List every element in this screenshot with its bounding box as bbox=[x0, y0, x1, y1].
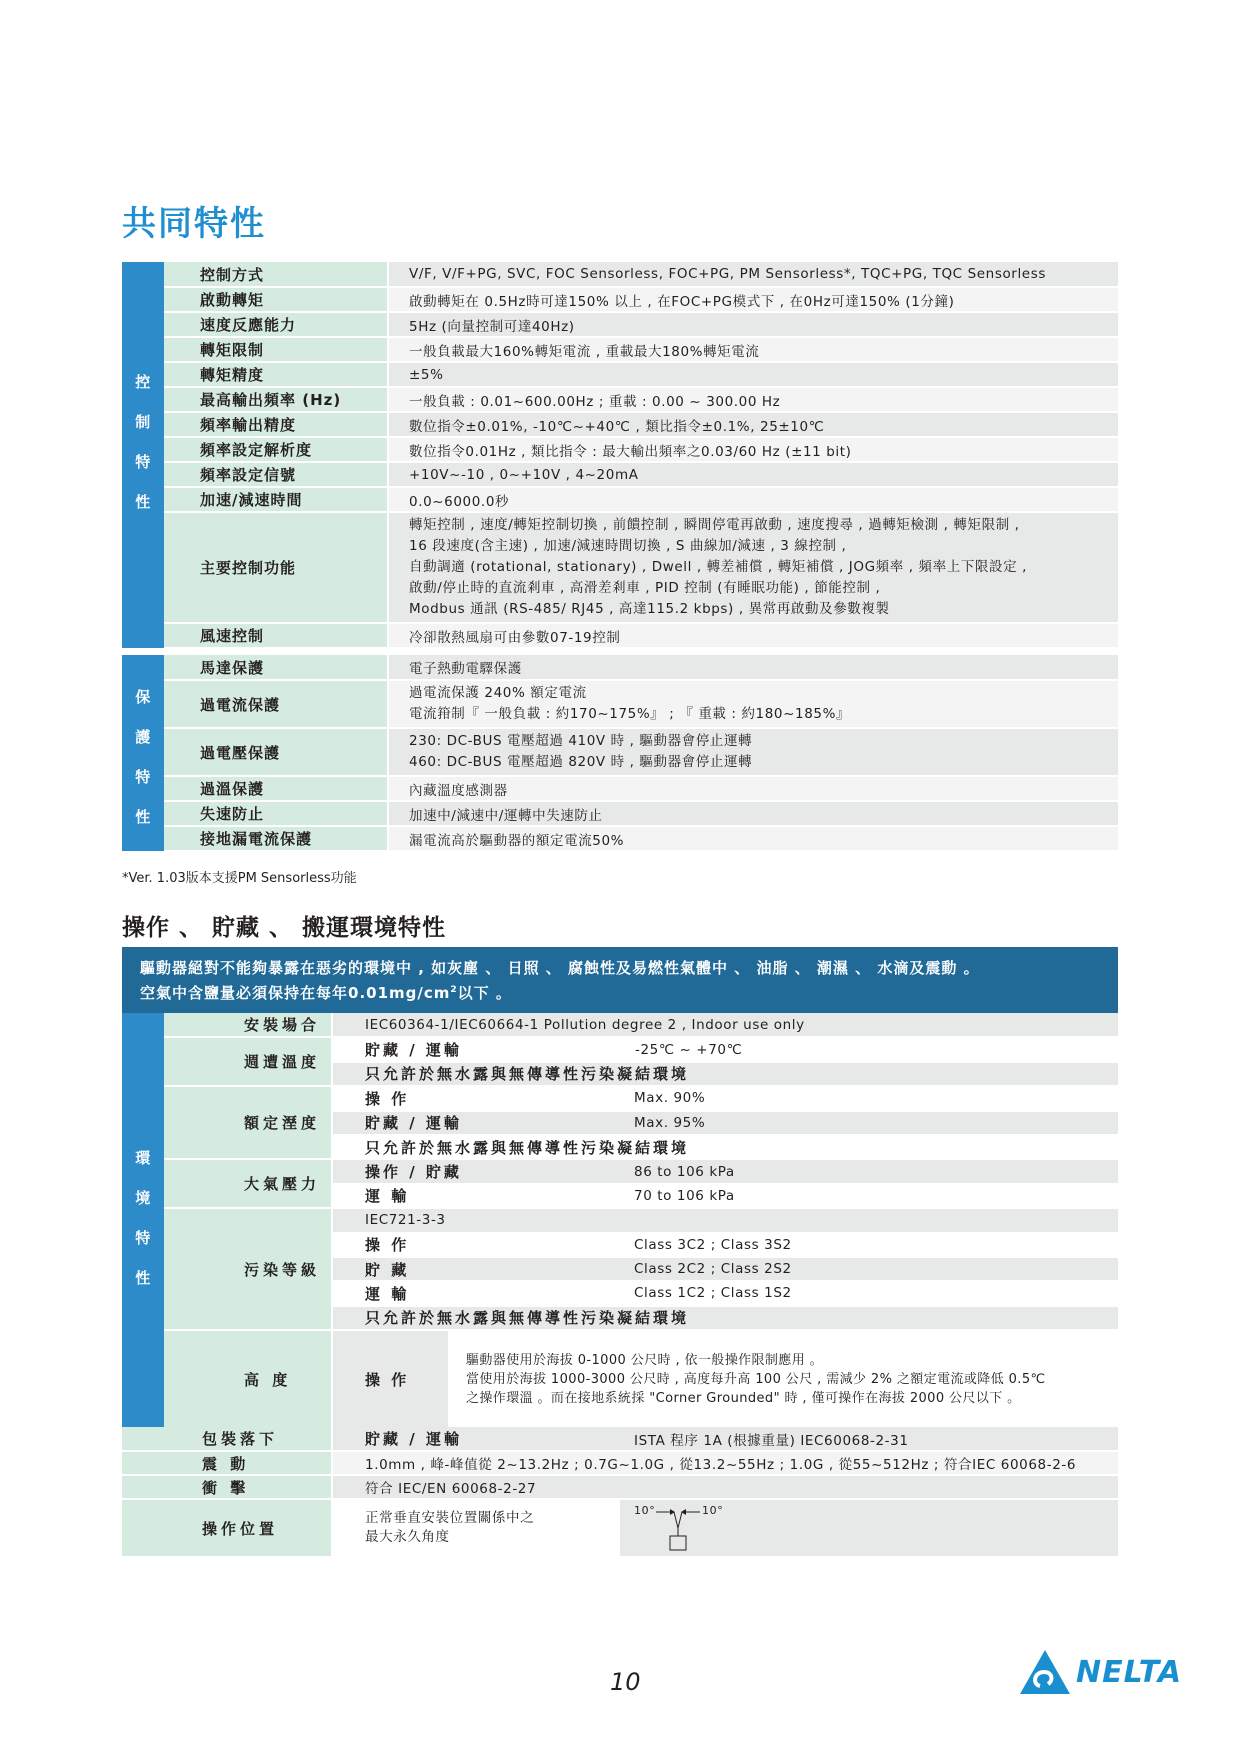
sub-label: 操 作 bbox=[332, 1086, 620, 1110]
condition-note: 只允許於無水露與無傳導性污染凝結環境 bbox=[332, 1306, 1118, 1330]
row-label: 轉矩限制 bbox=[164, 337, 388, 362]
sub-label: 運 輸 bbox=[332, 1184, 620, 1208]
row-value: 0.0~6000.0秒 bbox=[388, 487, 1118, 512]
table-row bbox=[122, 312, 1118, 337]
row-value bbox=[388, 728, 1118, 776]
sub-value: 86 to 106 kPa bbox=[620, 1159, 1118, 1183]
row-value: 加速中/減速中/運轉中失速防止 bbox=[388, 801, 1118, 826]
row-value: 啟動轉矩在 0.5Hz時可達150% 以上 , 在FOC+PG模式下 , 在0Hz可達150% (1分鐘) bbox=[388, 287, 1118, 312]
category-char: 性 bbox=[135, 493, 151, 511]
sub-value: Max. 90% bbox=[620, 1086, 1118, 1110]
table-row bbox=[122, 776, 1118, 801]
mount-angle-icon bbox=[634, 1502, 744, 1554]
sub-label: 運 輸 bbox=[332, 1281, 620, 1305]
section-title-environment: 操作 、 貯藏 、 搬運環境特性 bbox=[122, 915, 447, 941]
row-value: ±5% bbox=[388, 362, 1118, 387]
table-row bbox=[122, 362, 1118, 387]
table-row bbox=[122, 262, 1118, 287]
table-row bbox=[122, 412, 1118, 437]
angle-right-label: 10° bbox=[702, 1504, 724, 1517]
table-row bbox=[122, 337, 1118, 362]
row-value: 漏電流高於驅動器的額定電流50% bbox=[388, 826, 1118, 851]
row-value: 內藏溫度感測器 bbox=[388, 776, 1118, 801]
row-label: 高 度 bbox=[164, 1330, 332, 1429]
table-row bbox=[122, 826, 1118, 851]
row-label: 馬達保護 bbox=[164, 655, 388, 680]
environment-warning-banner bbox=[122, 947, 1118, 1013]
category-char: 特 bbox=[135, 768, 151, 786]
banner-superscript: 2 bbox=[450, 985, 458, 995]
condition-note: 只允許於無水露與無傳導性污染凝結環境 bbox=[332, 1135, 1118, 1159]
sub-value: Class 1C2 ; Class 1S2 bbox=[620, 1281, 1118, 1305]
row-label: 安裝場合 bbox=[164, 1013, 332, 1037]
sub-value: ISTA 程序 1A (根據重量) IEC60068-2-31 bbox=[620, 1427, 1118, 1451]
row-value: 符合 IEC/EN 60068-2-27 bbox=[332, 1475, 1118, 1499]
sub-value: 70 to 106 kPa bbox=[620, 1184, 1118, 1208]
table-row bbox=[122, 1037, 1118, 1061]
row-value: 電子熱動電驛保護 bbox=[388, 655, 1118, 680]
table-row bbox=[122, 512, 1118, 623]
sub-value: Class 3C2 ; Class 3S2 bbox=[620, 1233, 1118, 1257]
row-label: 風速控制 bbox=[164, 623, 388, 648]
row-label: 啟動轉矩 bbox=[164, 287, 388, 312]
row-value: 一般負載 : 0.01~600.00Hz ; 重載 : 0.00 ~ 300.00 Hz bbox=[388, 387, 1118, 412]
table-row bbox=[122, 1475, 1118, 1499]
row-value: IEC60364-1/IEC60664-1 Pollution degree 2 , Indoor use only bbox=[332, 1013, 1118, 1037]
table-row bbox=[122, 680, 1118, 728]
position-line: 最大永久角度 bbox=[365, 1529, 450, 1545]
row-label: 大氣壓力 bbox=[164, 1159, 332, 1208]
row-value: +10V~-10 , 0~+10V , 4~20mA bbox=[388, 462, 1118, 487]
function-line: 啟動/停止時的直流剎車 , 高滑差剎車 , PID 控制 (有睡眠功能) , 節能控制 , bbox=[409, 580, 881, 596]
common-spec-table bbox=[122, 262, 1118, 649]
table-row bbox=[122, 801, 1118, 826]
function-line: Modbus 通訊 (RS-485/ RJ45 , 高達115.2 kbps) , 異常再啟動及參數複製 bbox=[409, 601, 890, 617]
position-line: 正常垂直安裝位置關係中之 bbox=[365, 1510, 535, 1526]
category-char: 境 bbox=[135, 1189, 151, 1207]
category-char: 性 bbox=[135, 1269, 151, 1287]
row-label: 過電流保護 bbox=[164, 680, 388, 728]
banner-line: 驅動器絕對不能夠暴露在惡劣的環境中 , 如灰塵 、 日照 、 腐蝕性及易燃性氣體中 、 油脂 、 潮濕 、 水滴及震動 。 bbox=[140, 959, 980, 977]
function-line: 16 段速度(含主速) , 加速/減速時間切換 , S 曲線加/減速 , 3 線控制 , bbox=[409, 538, 847, 554]
table-row bbox=[122, 728, 1118, 776]
row-label: 額定溼度 bbox=[164, 1086, 332, 1159]
banner-text: 以下 。 bbox=[457, 984, 512, 1002]
sub-label: 操 作 bbox=[332, 1233, 620, 1257]
row-label: 頻率設定信號 bbox=[164, 462, 388, 487]
category-char: 特 bbox=[135, 1229, 151, 1247]
row-label: 最高輸出頻率 (Hz) bbox=[164, 387, 388, 412]
banner-line-2 bbox=[140, 979, 1118, 1004]
row-value: 數位指令±0.01%, -10℃~+40℃ , 類比指令±0.1%, 25±10℃ bbox=[388, 412, 1118, 437]
value-line: 460: DC-BUS 電壓超過 820V 時 , 驅動器會停止運轉 bbox=[409, 754, 753, 770]
category-char: 護 bbox=[135, 728, 151, 746]
row-label: 過電壓保護 bbox=[164, 728, 388, 776]
function-line: 轉矩控制 , 速度/轉矩控制切換 , 前饋控制 , 瞬間停電再啟動 , 速度搜尋 , 過轉矩檢測 , 轉矩限制 , bbox=[409, 517, 1020, 533]
angle-left-label: 10° bbox=[634, 1504, 656, 1517]
protection-table bbox=[122, 655, 1118, 852]
sub-label: 貯藏 / 運輸 bbox=[332, 1111, 620, 1135]
table-row bbox=[122, 437, 1118, 462]
row-label: 衝 擊 bbox=[122, 1475, 332, 1499]
row-label: 包裝落下 bbox=[122, 1427, 332, 1451]
row-value: V/F, V/F+PG, SVC, FOC Sensorless, FOC+PG, PM Sensorless*, TQC+PG, TQC Sensorless bbox=[388, 262, 1118, 287]
value-line: 230: DC-BUS 電壓超過 410V 時 , 驅動器會停止運轉 bbox=[409, 733, 753, 749]
altitude-text bbox=[448, 1331, 1118, 1428]
category-char: 環 bbox=[135, 1149, 151, 1167]
page-number: 10 bbox=[610, 1668, 641, 1696]
condition-note: 只允許於無水露與無傳導性污染凝結環境 bbox=[332, 1062, 1118, 1086]
banner-text: 空氣中含鹽量必須保持在每年0.01mg/cm bbox=[140, 984, 451, 1002]
function-line: 自動調適 (rotational, stationary) , Dwell , 轉差補償 , 轉矩補償 , JOG頻率 , 頻率上下限設定 , bbox=[409, 559, 1028, 575]
table-row bbox=[122, 1499, 1118, 1557]
table-row bbox=[122, 1159, 1118, 1183]
row-label: 控制方式 bbox=[164, 262, 388, 287]
row-label: 主要控制功能 bbox=[164, 512, 388, 623]
row-label: 失速防止 bbox=[164, 801, 388, 826]
table-row bbox=[122, 387, 1118, 412]
row-value: IEC721-3-3 bbox=[332, 1208, 1118, 1232]
sub-label: 貯 藏 bbox=[332, 1257, 620, 1281]
row-label: 過溫保護 bbox=[164, 776, 388, 801]
category-protect bbox=[122, 655, 164, 851]
mount-angle-diagram bbox=[634, 1502, 744, 1554]
position-text bbox=[332, 1499, 620, 1557]
altitude-cell bbox=[332, 1330, 1118, 1429]
environment-table bbox=[122, 1013, 1118, 1430]
value-line: 電流箝制『 一般負載 : 約170~175%』 ; 『 重載 : 約180~185%』 bbox=[409, 706, 851, 722]
table-row bbox=[122, 287, 1118, 312]
table-row bbox=[122, 1330, 1118, 1429]
section-title-common: 共同特性 bbox=[122, 204, 266, 244]
sub-label: 貯藏 / 運輸 bbox=[332, 1427, 620, 1451]
row-label: 震 動 bbox=[122, 1451, 332, 1475]
position-diagram-cell bbox=[620, 1499, 1118, 1557]
table-row bbox=[122, 1086, 1118, 1110]
brand-name: NELTA bbox=[1076, 1654, 1183, 1690]
row-label: 操作位置 bbox=[122, 1499, 332, 1557]
category-control bbox=[122, 262, 164, 648]
row-value: 1.0mm , 峰-峰值從 2~13.2Hz ; 0.7G~1.0G , 從13.2~55Hz ; 1.0G , 從55~512Hz ; 符合IEC 60068-2-6 bbox=[332, 1451, 1118, 1475]
table-row bbox=[122, 623, 1118, 648]
row-value: 一般負載最大160%轉矩電流 , 重載最大180%轉矩電流 bbox=[388, 337, 1118, 362]
row-value: 冷卻散熱風扇可由參數07-19控制 bbox=[388, 623, 1118, 648]
sub-value: -25℃ ~ +70℃ bbox=[620, 1037, 1118, 1061]
row-value: 5Hz (向量控制可達40Hz) bbox=[388, 312, 1118, 337]
sub-value: Class 2C2 ; Class 2S2 bbox=[620, 1257, 1118, 1281]
row-label: 污染等級 bbox=[164, 1208, 332, 1330]
table-row bbox=[122, 1208, 1118, 1232]
sub-value: Max. 95% bbox=[620, 1111, 1118, 1135]
table-row bbox=[122, 1013, 1118, 1037]
row-label: 轉矩精度 bbox=[164, 362, 388, 387]
category-char: 保 bbox=[135, 688, 151, 706]
category-char: 控 bbox=[135, 373, 151, 391]
value-line: 過電流保護 240% 額定電流 bbox=[409, 685, 587, 701]
table-row bbox=[122, 1427, 1118, 1451]
category-char: 特 bbox=[135, 453, 151, 471]
category-char: 性 bbox=[135, 808, 151, 826]
category-environment bbox=[122, 1013, 164, 1429]
altitude-line: 驅動器使用於海拔 0-1000 公尺時 , 依一般操作限制應用 。 bbox=[466, 1353, 824, 1369]
category-char: 制 bbox=[135, 413, 151, 431]
row-value bbox=[388, 680, 1118, 728]
table-row bbox=[122, 462, 1118, 487]
environment-table-bottom bbox=[122, 1427, 1118, 1558]
row-label: 頻率輸出精度 bbox=[164, 412, 388, 437]
row-label: 加速/減速時間 bbox=[164, 487, 388, 512]
table-row bbox=[122, 655, 1118, 680]
row-label: 週遭溫度 bbox=[164, 1037, 332, 1086]
sub-label: 操作 / 貯藏 bbox=[332, 1159, 620, 1183]
sub-label: 操 作 bbox=[333, 1331, 448, 1428]
altitude-line: 當使用於海拔 1000-3000 公尺時 , 高度每升高 100 公尺 , 需減少 2% 之額定電流或降低 0.5℃ bbox=[466, 1372, 1046, 1388]
delta-logo bbox=[1018, 1648, 1182, 1696]
footnote: *Ver. 1.03版本支援PM Sensorless功能 bbox=[122, 871, 357, 886]
row-label: 頻率設定解析度 bbox=[164, 437, 388, 462]
delta-triangle-icon bbox=[1018, 1648, 1072, 1696]
row-label: 速度反應能力 bbox=[164, 312, 388, 337]
altitude-line: 之操作環溫 。而在接地系統採 "Corner Grounded" 時 , 僅可操作在海拔 2000 公尺以下 。 bbox=[466, 1391, 1021, 1407]
row-label: 接地漏電流保護 bbox=[164, 826, 388, 851]
table-row bbox=[122, 487, 1118, 512]
table-row bbox=[122, 1451, 1118, 1475]
main-functions-value bbox=[388, 512, 1118, 623]
sub-label: 貯藏 / 運輸 bbox=[332, 1037, 620, 1061]
row-value: 數位指令0.01Hz , 類比指令 : 最大輸出頻率之0.03/60 Hz (±11 bit) bbox=[388, 437, 1118, 462]
